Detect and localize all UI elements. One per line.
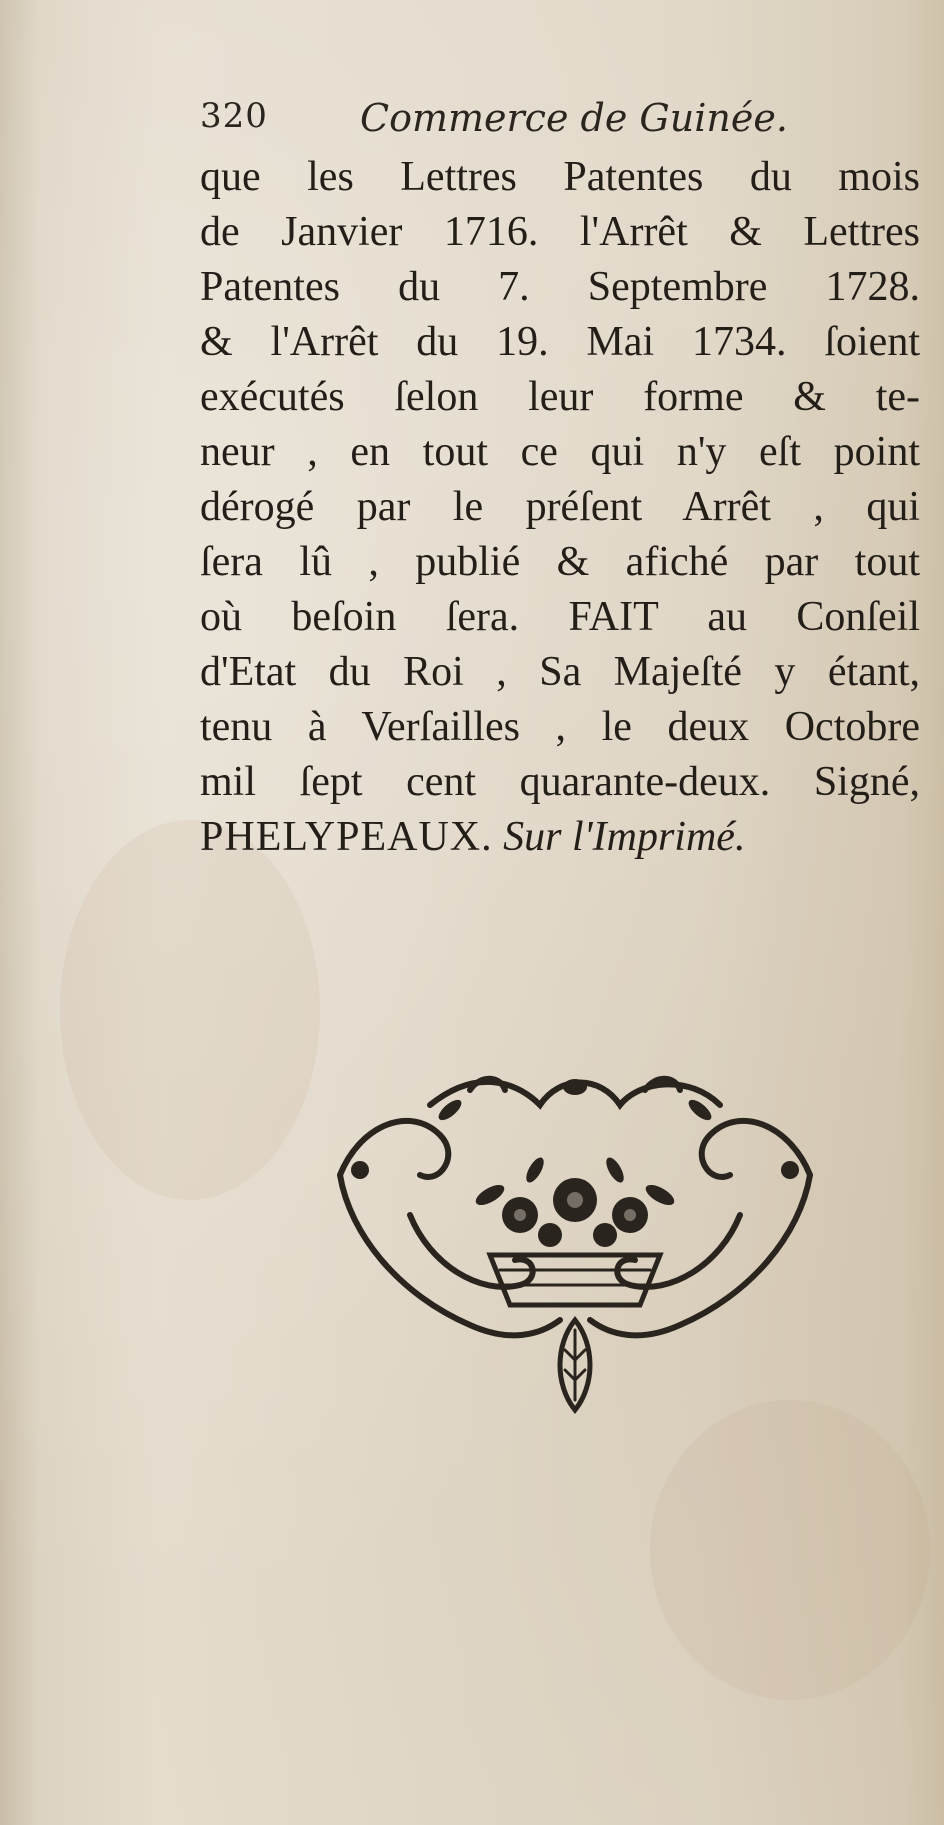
text-line: Patentes du 7. Septembre 1728. [200, 264, 920, 310]
text-line: & l'Arrêt du 19. Mai 1734. ſoient [200, 319, 920, 365]
running-head [200, 96, 840, 148]
running-title: Commerce de Guinée. [360, 96, 788, 140]
body-text [200, 150, 920, 865]
paper-stain [650, 1400, 930, 1700]
text-line: neur , en tout ce qui n'y eſt point [200, 429, 920, 475]
text-line: tenu à Verſailles , le deux Octobre [200, 704, 920, 750]
floral-basket-vignette-icon [320, 1065, 830, 1425]
text-line: de Janvier 1716. l'Arrêt & Lettres [200, 209, 920, 255]
imprint-note: Sur l'Imprimé. [503, 814, 746, 860]
signature-line [200, 810, 920, 865]
text-line: ſera lû , publié & afiché par tout [200, 539, 920, 585]
signatory-name: PHELYPEAUX. [200, 814, 493, 860]
paper-stain [60, 820, 320, 1200]
text-line: d'Etat du Roi , Sa Majeſté y étant, [200, 649, 920, 695]
text-line: que les Lettres Patentes du mois [200, 154, 920, 200]
text-line: mil ſept cent quarante-deux. Signé, [200, 759, 920, 805]
page-number: 320 [200, 96, 268, 136]
text-line: exécutés ſelon leur forme & te- [200, 374, 920, 420]
text-line: dérogé par le préſent Arrêt , qui [200, 484, 920, 530]
text-line: où beſoin ſera. FAIT au Conſeil [200, 594, 920, 640]
